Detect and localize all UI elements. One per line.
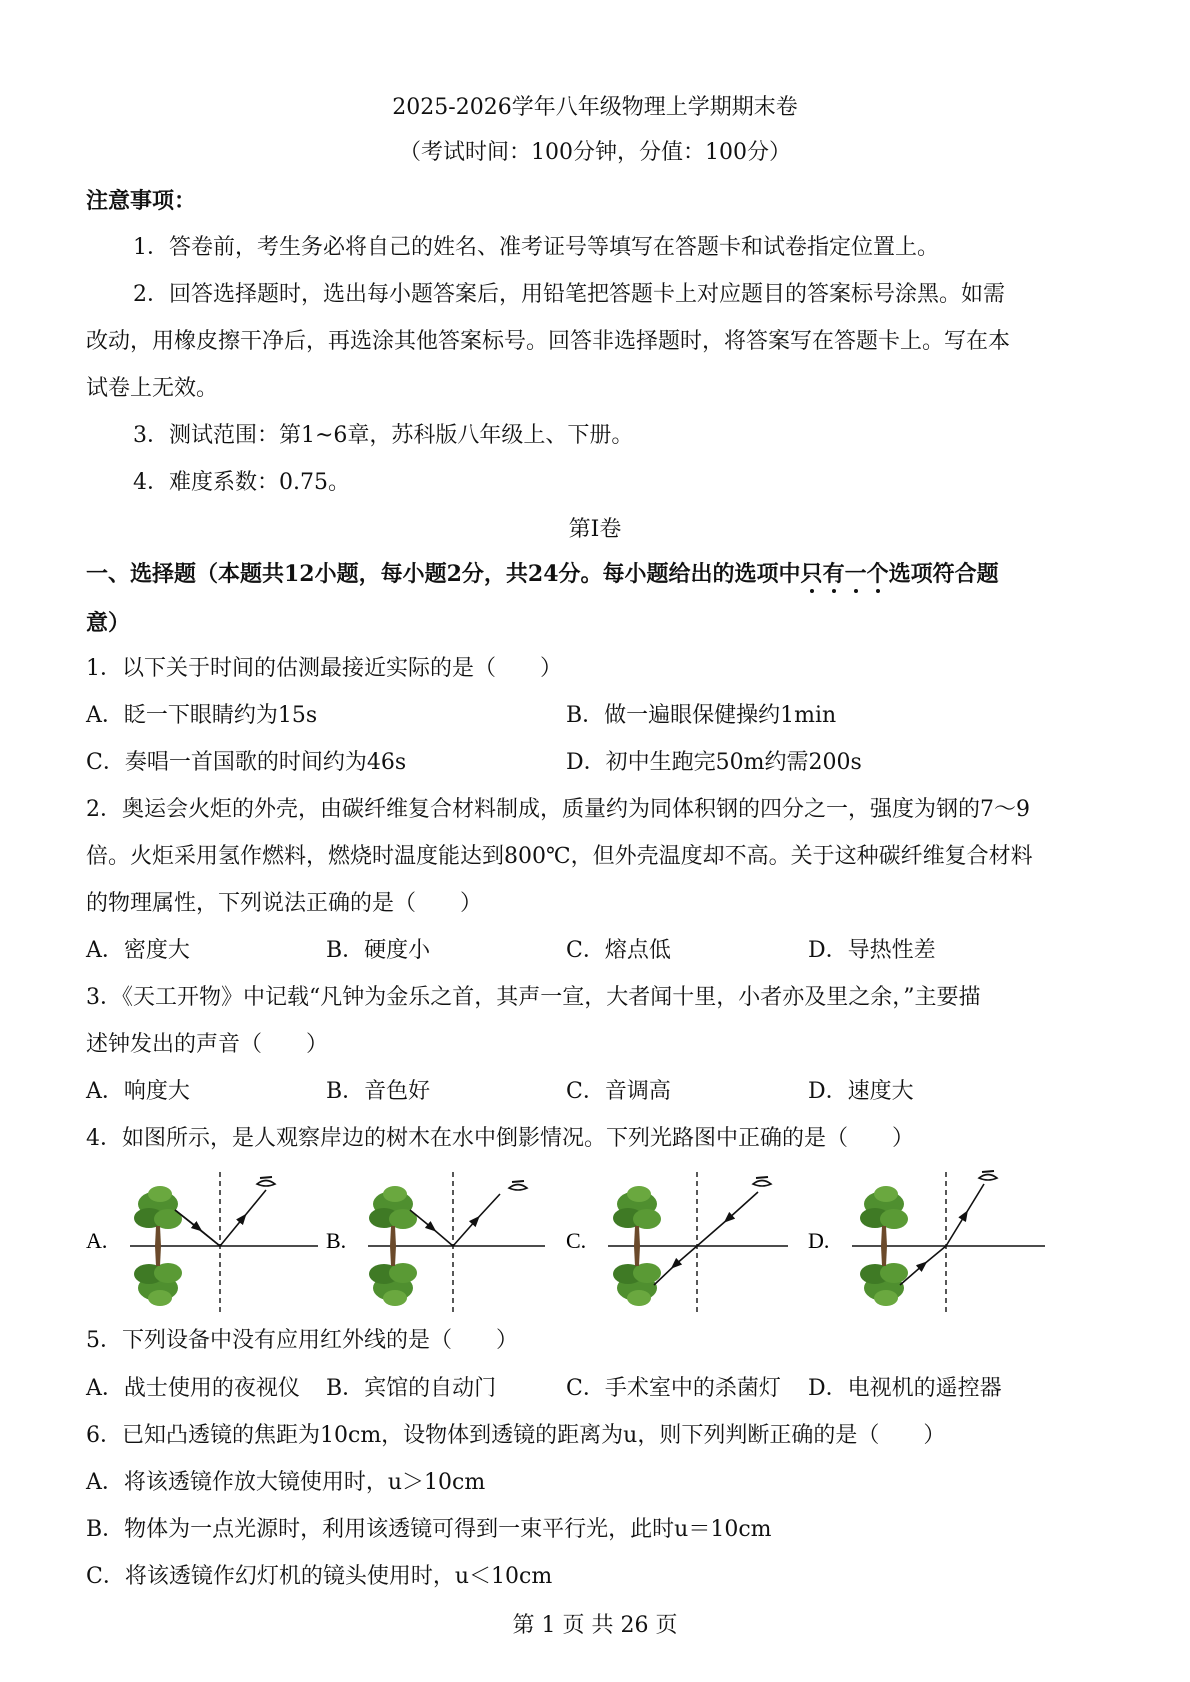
exam-title: 2025-2026学年八年级物理上学期期末卷 bbox=[392, 95, 798, 120]
option-c: C．手术室中的杀菌灯 bbox=[566, 1376, 781, 1401]
emphasis-char: 只 bbox=[800, 561, 823, 587]
option-c: C．奏唱一首国歌的时间约为46s bbox=[86, 750, 407, 775]
option-d: D．初中生跑完50m约需200s bbox=[566, 750, 862, 775]
notice-item: 改动，用橡皮擦干净后，再选涂其他答案标号。回答非选择题时，将答案写在答题卡上。写在本 bbox=[86, 329, 1011, 354]
diagram-label: A. bbox=[86, 1228, 108, 1253]
option-c: C．音调高 bbox=[566, 1079, 671, 1104]
diagram-label: C. bbox=[566, 1228, 587, 1253]
question-stem: 6．已知凸透镜的焦距为10cm，设物体到透镜的距离为u，则下列判断正确的是（ ） bbox=[86, 1423, 946, 1448]
option-d: D．速度大 bbox=[808, 1079, 914, 1104]
question-stem: 的物理属性，下列说法正确的是（ ） bbox=[86, 891, 483, 916]
option-b: B．音色好 bbox=[326, 1079, 431, 1104]
diagram-label: B. bbox=[326, 1228, 347, 1253]
option-a: A．战士使用的夜视仪 bbox=[86, 1376, 300, 1401]
diagram-b bbox=[326, 1172, 545, 1313]
notice-item: 4．难度系数：0.75。 bbox=[133, 470, 350, 495]
question-stem: 1．以下关于时间的估测最接近实际的是（ ） bbox=[86, 656, 562, 681]
section-title-line2: 意） bbox=[86, 610, 131, 636]
question-stem: 述钟发出的声音（ ） bbox=[86, 1032, 329, 1057]
option-c: C．将该透镜作幻灯机的镜头使用时，u＜10cm bbox=[86, 1564, 553, 1589]
section-title bbox=[86, 563, 999, 585]
question-stem: 2．奥运会火炬的外壳，由碳纤维复合材料制成，质量约为同体积钢的四分之一，强度为钢的7～9 bbox=[86, 797, 1030, 822]
light-path-diagrams bbox=[0, 1170, 1190, 1315]
diagram-label: D. bbox=[808, 1228, 830, 1253]
question-stem: 4．如图所示，是人观察岸边的树木在水中倒影情况。下列光路图中正确的是（ ） bbox=[86, 1126, 914, 1151]
option-d: D．导热性差 bbox=[808, 938, 936, 963]
option-b: B．硬度小 bbox=[326, 938, 431, 963]
option-a: A．密度大 bbox=[86, 938, 190, 963]
option-d: D．电视机的遥控器 bbox=[808, 1376, 1002, 1401]
question-stem: 倍。火炬采用氢作燃料，燃烧时温度能达到800℃，但外壳温度却不高。关于这种碳纤维复合材料 bbox=[86, 844, 1033, 869]
option-c: C．熔点低 bbox=[566, 938, 671, 963]
exam-subtitle: （考试时间：100分钟，分值：100分） bbox=[399, 140, 791, 165]
emphasis-char: 有 bbox=[822, 561, 845, 587]
notice-item: 2．回答选择题时，选出每小题答案后，用铅笔把答题卡上对应题目的答案标号涂黑。如需 bbox=[133, 282, 1006, 307]
page-footer: 第 1 页 共 26 页 bbox=[512, 1613, 678, 1638]
option-a: A．响度大 bbox=[86, 1079, 190, 1104]
section-title-pre: 一、选择题（本题共12小题，每小题2分，共24分。每小题给出的选项中 bbox=[86, 561, 801, 587]
question-stem: 5．下列设备中没有应用红外线的是（ ） bbox=[86, 1328, 518, 1353]
emphasis-char: 一 bbox=[844, 561, 867, 587]
emphasis-char: 个 bbox=[866, 561, 889, 587]
question-stem: 3．《天工开物》中记载“凡钟为金乐之首，其声一宣，大者闻十里，小者亦及里之余，”主要描 bbox=[86, 985, 981, 1010]
option-b: B．宾馆的自动门 bbox=[326, 1376, 497, 1401]
option-b: B．物体为一点光源时，利用该透镜可得到一束平行光，此时u＝10cm bbox=[86, 1517, 772, 1542]
option-b: B．做一遍眼保健操约1min bbox=[566, 703, 837, 728]
notice-item: 3．测试范围：第1~6章，苏科版八年级上、下册。 bbox=[133, 423, 634, 448]
diagram-c bbox=[566, 1172, 788, 1313]
diagram-d bbox=[808, 1171, 1045, 1313]
volume-label: 第I卷 bbox=[568, 517, 622, 542]
option-a: A．将该透镜作放大镜使用时，u＞10cm bbox=[86, 1470, 486, 1495]
section-title-post: 选项符合题 bbox=[888, 561, 999, 587]
notice-item: 试卷上无效。 bbox=[86, 376, 219, 401]
option-a: A．眨一下眼睛约为15s bbox=[86, 703, 318, 728]
notice-item: 1．答卷前，考生务必将自己的姓名、准考证号等填写在答题卡和试卷指定位置上。 bbox=[133, 235, 939, 260]
diagram-a bbox=[86, 1172, 318, 1313]
notice-heading: 注意事项： bbox=[86, 188, 197, 214]
